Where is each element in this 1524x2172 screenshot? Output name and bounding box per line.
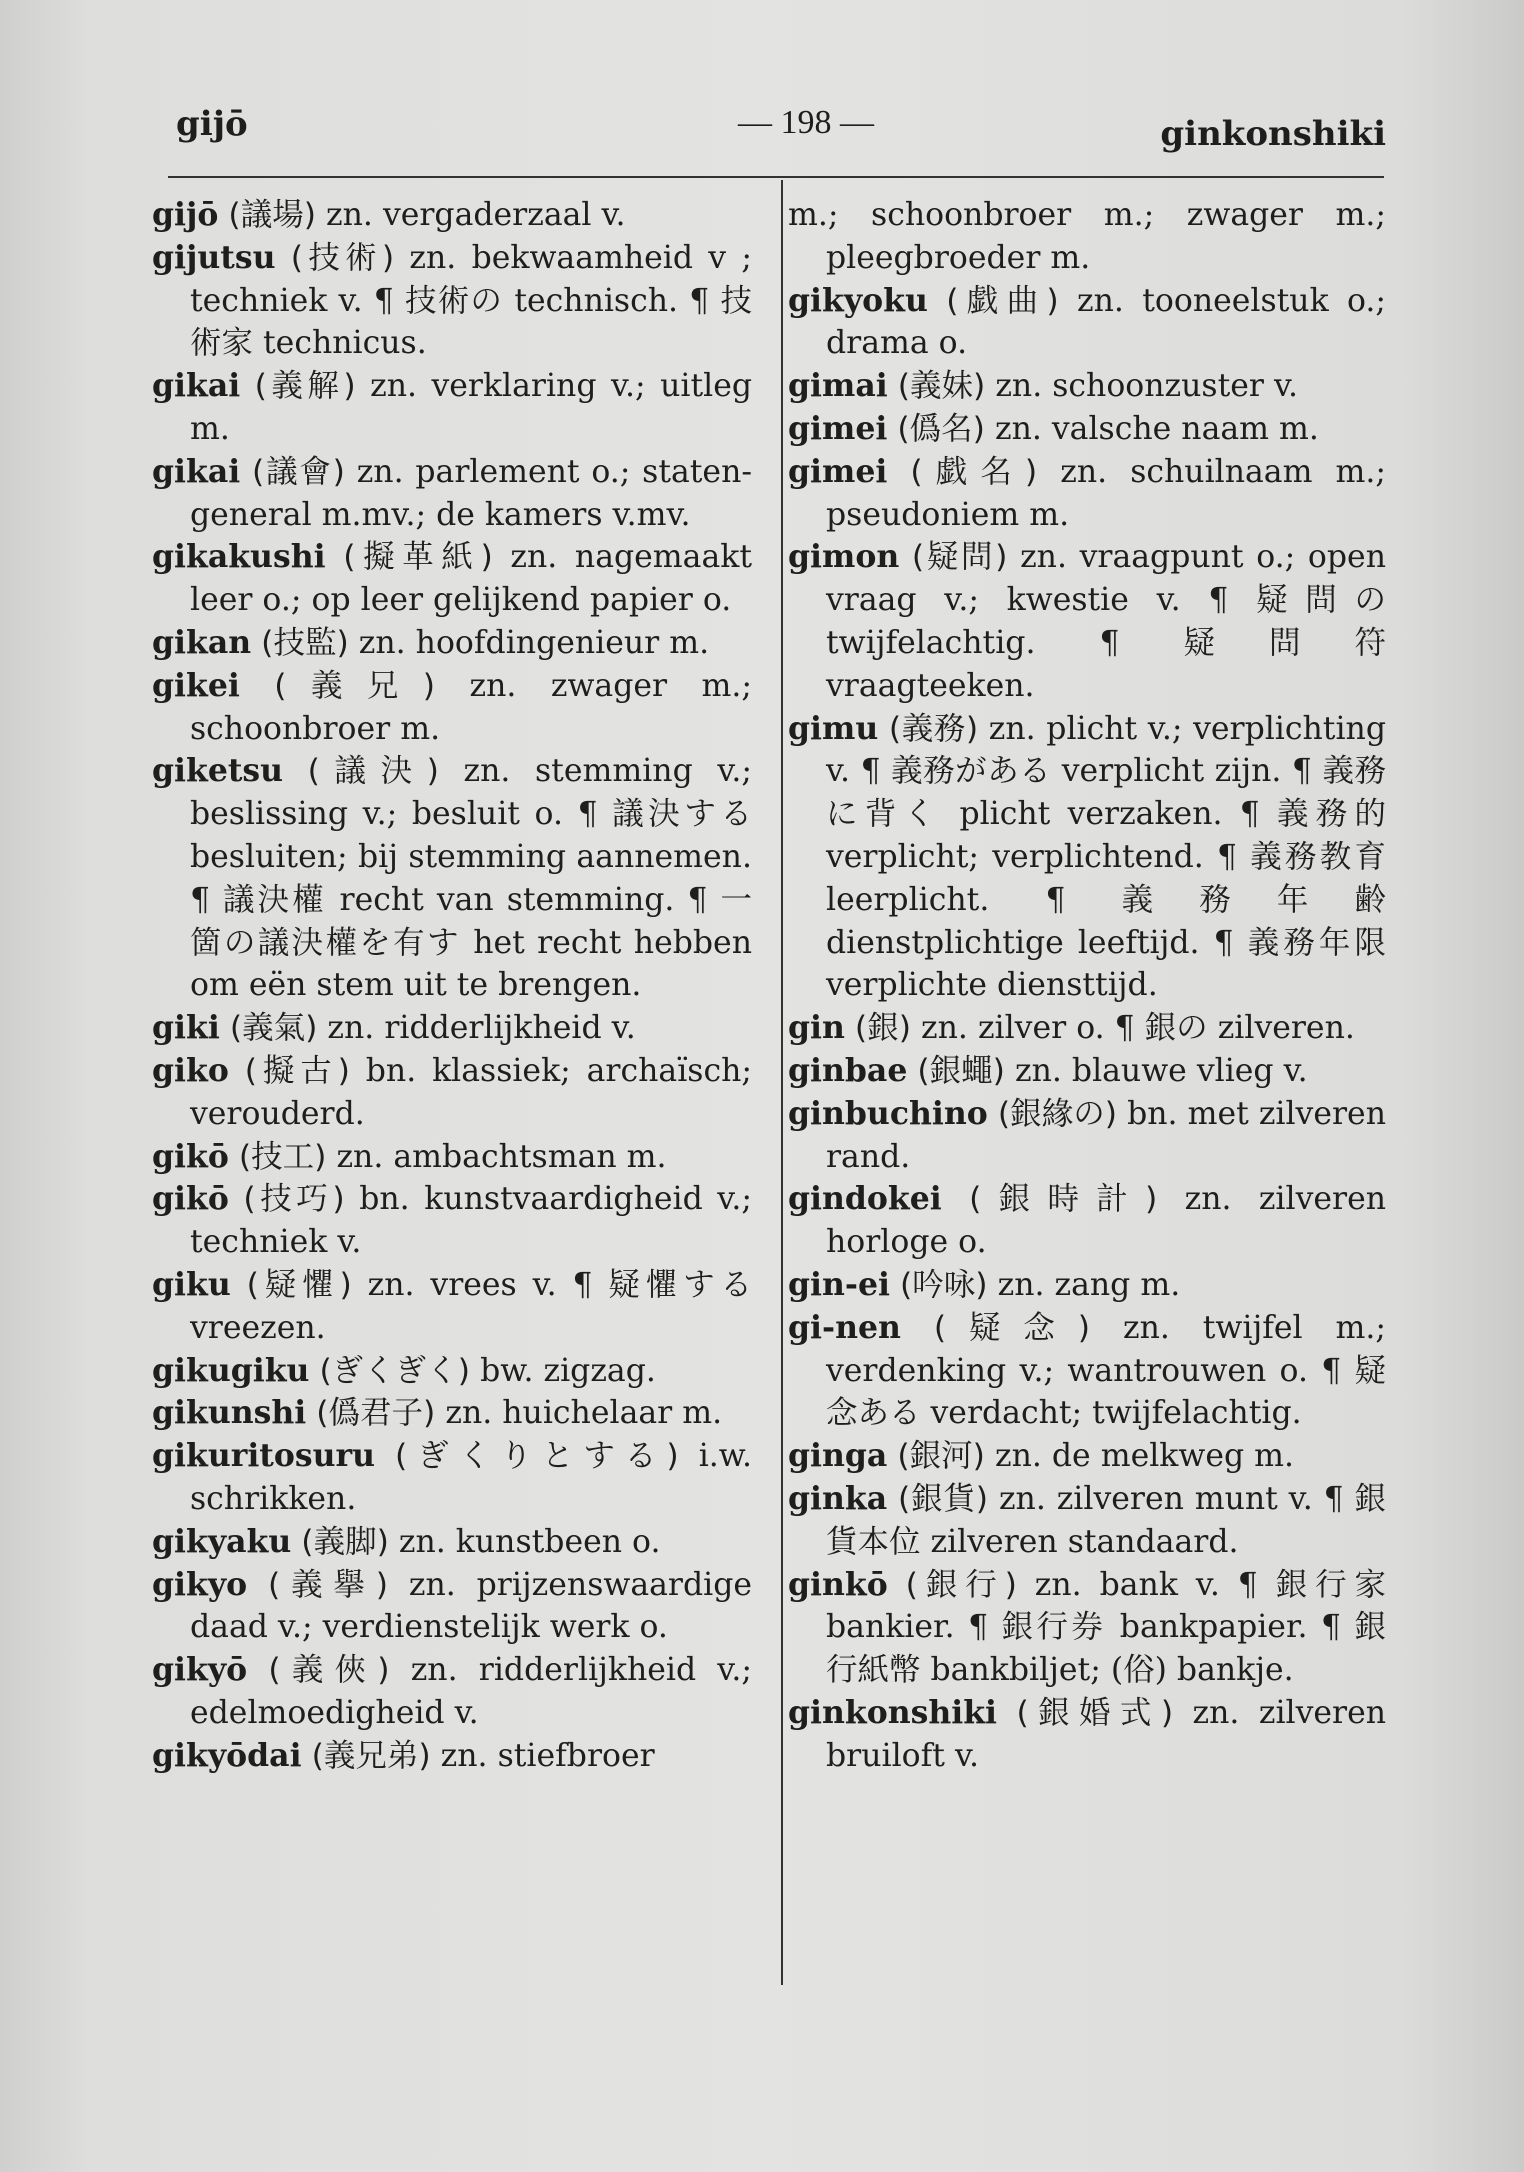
- entry-definition: zn. ambachtsman m.: [336, 1138, 667, 1175]
- dictionary-entry: [788, 451, 1386, 537]
- dictionary-entry: [152, 1007, 752, 1050]
- dictionary-entry: [788, 1478, 1386, 1564]
- entry-kanji: (銀婚式): [1016, 1694, 1174, 1731]
- entry-kanji: (僞君子): [316, 1395, 436, 1432]
- entry-kanji: (ぎくぎく): [319, 1352, 471, 1389]
- dictionary-entry: [788, 708, 1386, 1008]
- entry-kanji: (吟咏): [900, 1266, 988, 1303]
- entry-kanji: (義兄弟): [311, 1737, 431, 1774]
- entry-headword: gin: [788, 1009, 845, 1047]
- entry-kanji: (擬革紙): [343, 539, 493, 576]
- entry-kanji: (義妹): [897, 368, 986, 405]
- dictionary-entry: [788, 1692, 1386, 1778]
- entry-definition: zn. prijzenswaardige daad v.; verdienstelijk werk o.: [190, 1566, 753, 1646]
- entry-kanji: (戯名): [910, 453, 1038, 490]
- dictionary-entry: [152, 451, 752, 537]
- entry-kanji: (銀蠅): [917, 1052, 1005, 1089]
- entry-headword: ginka: [788, 1479, 888, 1517]
- entry-kanji: (義俠): [268, 1652, 390, 1689]
- entry-headword: gimu: [788, 709, 879, 747]
- entry-definition: zn. stemming v.; beslissing v.; besluit o. ¶ 議決する besluiten; bij stemming aannemen. ¶ 議決權 recht van stemming. ¶ 一箇の議決權を有す het recht hebben om eën stem uit te brengen.: [190, 753, 753, 1004]
- dictionary-entry: [152, 1521, 752, 1564]
- entry-definition: zn. stiefbroer: [440, 1737, 655, 1774]
- entry-headword: gikō: [152, 1137, 229, 1175]
- entry-definition: zn. tooneelstuk o.; drama o.: [826, 282, 1387, 362]
- entry-headword: gikei: [152, 666, 240, 704]
- dictionary-entry: [788, 536, 1386, 707]
- entry-headword: gijutsu: [152, 238, 276, 276]
- entry-definition: zn. zilveren bruiloft v.: [826, 1694, 1387, 1774]
- entry-kanji: (技術): [290, 239, 395, 276]
- entry-headword: gikai: [152, 452, 241, 490]
- entry-kanji: (技巧): [243, 1181, 345, 1218]
- entry-kanji: (義解): [254, 368, 356, 405]
- dictionary-entry: [152, 194, 752, 237]
- entry-headword: gin-ei: [788, 1265, 890, 1303]
- entry-headword: gikyo: [152, 1565, 248, 1603]
- entry-kanji: (義擧): [267, 1566, 389, 1603]
- entry-definition: zn. de melkweg m.: [994, 1438, 1295, 1475]
- page-header: [176, 104, 1386, 160]
- entry-definition: zn. vraagpunt o.; open vraag v.; kwestie v. ¶ 疑問の twijfelachtig. ¶ 疑問符 vraagteeken.: [826, 539, 1386, 704]
- entry-definition: zn. vrees v. ¶ 疑懼する vreezen.: [190, 1266, 752, 1346]
- entry-definition: zn. twijfel m.; verdenking v.; wantrouwen o. ¶ 疑念ある verdacht; twijfelachtig.: [826, 1309, 1386, 1432]
- dictionary-entry-continuation: [788, 194, 1386, 280]
- right-column: [788, 194, 1386, 1777]
- entry-definition: bw. zigzag.: [480, 1352, 656, 1389]
- entry-definition: zn. zilver o. ¶ 銀の zilveren.: [921, 1010, 1355, 1047]
- entry-headword: gikō: [152, 1180, 229, 1218]
- dictionary-entry: [152, 365, 752, 451]
- entry-kanji: (義兄): [274, 667, 436, 704]
- header-first-headword: gijō: [176, 104, 248, 144]
- entry-headword: gikyaku: [152, 1522, 292, 1560]
- entry-headword: gindokei: [788, 1180, 942, 1218]
- entry-definition: zn. zwager m.; schoonbroer m.: [190, 667, 753, 747]
- entry-definition: zn. zilveren munt v. ¶ 銀貨本位 zilveren standaard.: [826, 1480, 1386, 1560]
- entry-definition: zn. valsche naam m.: [994, 410, 1319, 447]
- dictionary-entry: [152, 1136, 752, 1179]
- dictionary-entry: [788, 1307, 1386, 1435]
- entry-headword: gijō: [152, 196, 219, 233]
- header-last-headword: ginkonshiki: [1160, 114, 1386, 154]
- entry-definition: zn. ridderlijkheid v.; edelmoedigheid v.: [190, 1652, 752, 1731]
- dictionary-entry: [788, 1050, 1386, 1093]
- entry-kanji: (銀緣の): [997, 1095, 1118, 1132]
- dictionary-entry: [788, 365, 1386, 408]
- entry-definition: bn. klassiek; archaïsch; verouderd.: [190, 1052, 752, 1132]
- entry-kanji: (議決): [307, 753, 439, 790]
- entry-kanji: (技監): [261, 624, 349, 661]
- dictionary-entry: [152, 237, 752, 365]
- entry-headword: giko: [152, 1051, 229, 1089]
- dictionary-entry: [152, 665, 752, 751]
- entry-kanji: (銀河): [897, 1438, 985, 1475]
- entry-kanji: (義務): [888, 710, 979, 747]
- dictionary-entry: [152, 1050, 752, 1136]
- entry-definition: zn. verklaring v.; uitleg m.: [190, 368, 752, 447]
- dictionary-entry: [152, 750, 752, 1007]
- entry-kanji: (技工): [238, 1138, 327, 1175]
- entry-headword: gikakushi: [152, 538, 326, 576]
- entry-kanji: (銀): [854, 1010, 912, 1047]
- entry-headword: giki: [152, 1009, 220, 1047]
- entry-headword: gikuritosuru: [152, 1437, 375, 1475]
- dictionary-entry: [152, 1564, 752, 1650]
- header-rule: [168, 176, 1384, 178]
- entry-headword: gimai: [788, 367, 888, 405]
- entry-headword: gimon: [788, 538, 900, 576]
- entry-headword: giku: [152, 1265, 231, 1303]
- dictionary-entry: [152, 536, 752, 622]
- dictionary-entry: [152, 1649, 752, 1735]
- entry-headword: ginbae: [788, 1051, 908, 1089]
- dictionary-entry: [788, 408, 1386, 451]
- entry-definition: zn. zang m.: [997, 1266, 1181, 1303]
- entry-definition: zn. blauwe vlieg v.: [1015, 1052, 1308, 1089]
- entry-definition: zn. schuilnaam m.; pseudoniem m.: [826, 453, 1387, 533]
- entry-kanji: (疑懼): [246, 1266, 352, 1303]
- entry-definition: bn. kunstvaardigheid v.; techniek v.: [190, 1181, 752, 1261]
- dictionary-entry: [788, 1007, 1386, 1050]
- entry-definition: zn. ridderlijkheid v.: [327, 1010, 636, 1047]
- entry-definition: zn. schoonzuster v.: [995, 368, 1299, 405]
- entry-kanji: (義脚): [301, 1523, 389, 1560]
- dictionary-entry: [152, 1178, 752, 1264]
- entry-definition: i.w. schrikken.: [190, 1438, 753, 1517]
- entry-kanji: (ぎくりとする): [395, 1438, 679, 1475]
- entry-definition: zn. bank v. ¶ 銀行家 bankier. ¶ 銀行券 bankpapier. ¶ 銀行紙幣 bankbiljet; (俗) bankje.: [826, 1566, 1386, 1689]
- entry-definition: zn. vergaderzaal v.: [326, 197, 626, 233]
- entry-headword: gikyoku: [788, 281, 928, 319]
- dictionary-entry: [152, 622, 752, 665]
- entry-kanji: (擬古): [244, 1052, 350, 1089]
- entry-headword: ginbuchino: [788, 1094, 988, 1132]
- dictionary-entry: [788, 1564, 1386, 1692]
- left-column: [152, 194, 752, 1777]
- entry-definition: zn. kunstbeen o.: [398, 1523, 661, 1560]
- column-divider: [781, 180, 783, 1985]
- dictionary-entry: [788, 280, 1386, 366]
- entry-headword: gimei: [788, 452, 888, 490]
- entry-definition: bn. met zilveren rand.: [826, 1095, 1386, 1175]
- entry-kanji: (議會): [252, 453, 345, 490]
- entry-kanji: (銀時計): [969, 1181, 1158, 1218]
- entry-headword: gi-nen: [788, 1308, 901, 1346]
- page-number: — 198 —: [738, 104, 874, 141]
- entry-headword: gikan: [152, 623, 252, 661]
- entry-definition: zn. zilveren horloge o.: [826, 1181, 1387, 1261]
- entry-kanji: (疑念): [933, 1309, 1091, 1346]
- dictionary-entry: [788, 1093, 1386, 1179]
- entry-headword: gikugiku: [152, 1351, 310, 1389]
- entry-headword: ginga: [788, 1437, 888, 1475]
- entry-kanji: (義氣): [229, 1010, 318, 1047]
- entry-definition: zn. plicht v.; verplichting v. ¶ 義務がある verplicht zijn. ¶ 義務に背く plicht verzaken. ¶ 義務的 verplicht; verplichtend. ¶ 義務教育 leerplicht. ¶ 義務年齢 dienstplichtige leeftijd. ¶ 義務年限 verplichte diensttijd.: [826, 710, 1386, 1004]
- entry-kanji: (議場): [228, 197, 317, 233]
- entry-headword: gimei: [788, 409, 888, 447]
- entry-headword: gikai: [152, 367, 241, 405]
- dictionary-entry: [788, 1264, 1386, 1307]
- entry-headword: ginkō: [788, 1565, 888, 1603]
- entry-kanji: (疑問): [911, 539, 1008, 576]
- entry-kanji: (戯曲): [946, 282, 1059, 319]
- entry-headword: ginkonshiki: [788, 1693, 998, 1731]
- dictionary-entry: [152, 1350, 752, 1393]
- entry-definition: zn. parlement o.; staten-general m.mv.; de kamers v.mv.: [190, 453, 753, 533]
- entry-headword: giketsu: [152, 752, 284, 790]
- dictionary-entry: [152, 1435, 752, 1521]
- entry-headword: gikunshi: [152, 1394, 307, 1432]
- entry-kanji: (僞名): [897, 410, 985, 447]
- dictionary-entry: [152, 1264, 752, 1350]
- dictionary-entry: [788, 1178, 1386, 1264]
- entry-kanji: (銀貨): [898, 1480, 989, 1517]
- entry-definition: zn. nagemaakt leer o.; op leer gelijkend papier o.: [190, 539, 752, 619]
- dictionary-entry: [152, 1392, 752, 1435]
- entry-definition: zn. hoofdingenieur m.: [358, 624, 710, 661]
- entry-headword: gikyō: [152, 1651, 248, 1689]
- entry-definition: zn. huichelaar m.: [445, 1395, 723, 1432]
- entry-definition: m.; schoonbroer m.; zwager m.; pleegbroeder m.: [788, 197, 1386, 276]
- entry-kanji: (銀行): [905, 1566, 1017, 1603]
- entry-definition: zn. bekwaamheid v ; techniek v. ¶ 技術の technisch. ¶ 技術家 technicus.: [190, 239, 752, 362]
- entry-headword: gikyōdai: [152, 1736, 302, 1774]
- dictionary-entry: [152, 1735, 752, 1778]
- dictionary-entry: [788, 1435, 1386, 1478]
